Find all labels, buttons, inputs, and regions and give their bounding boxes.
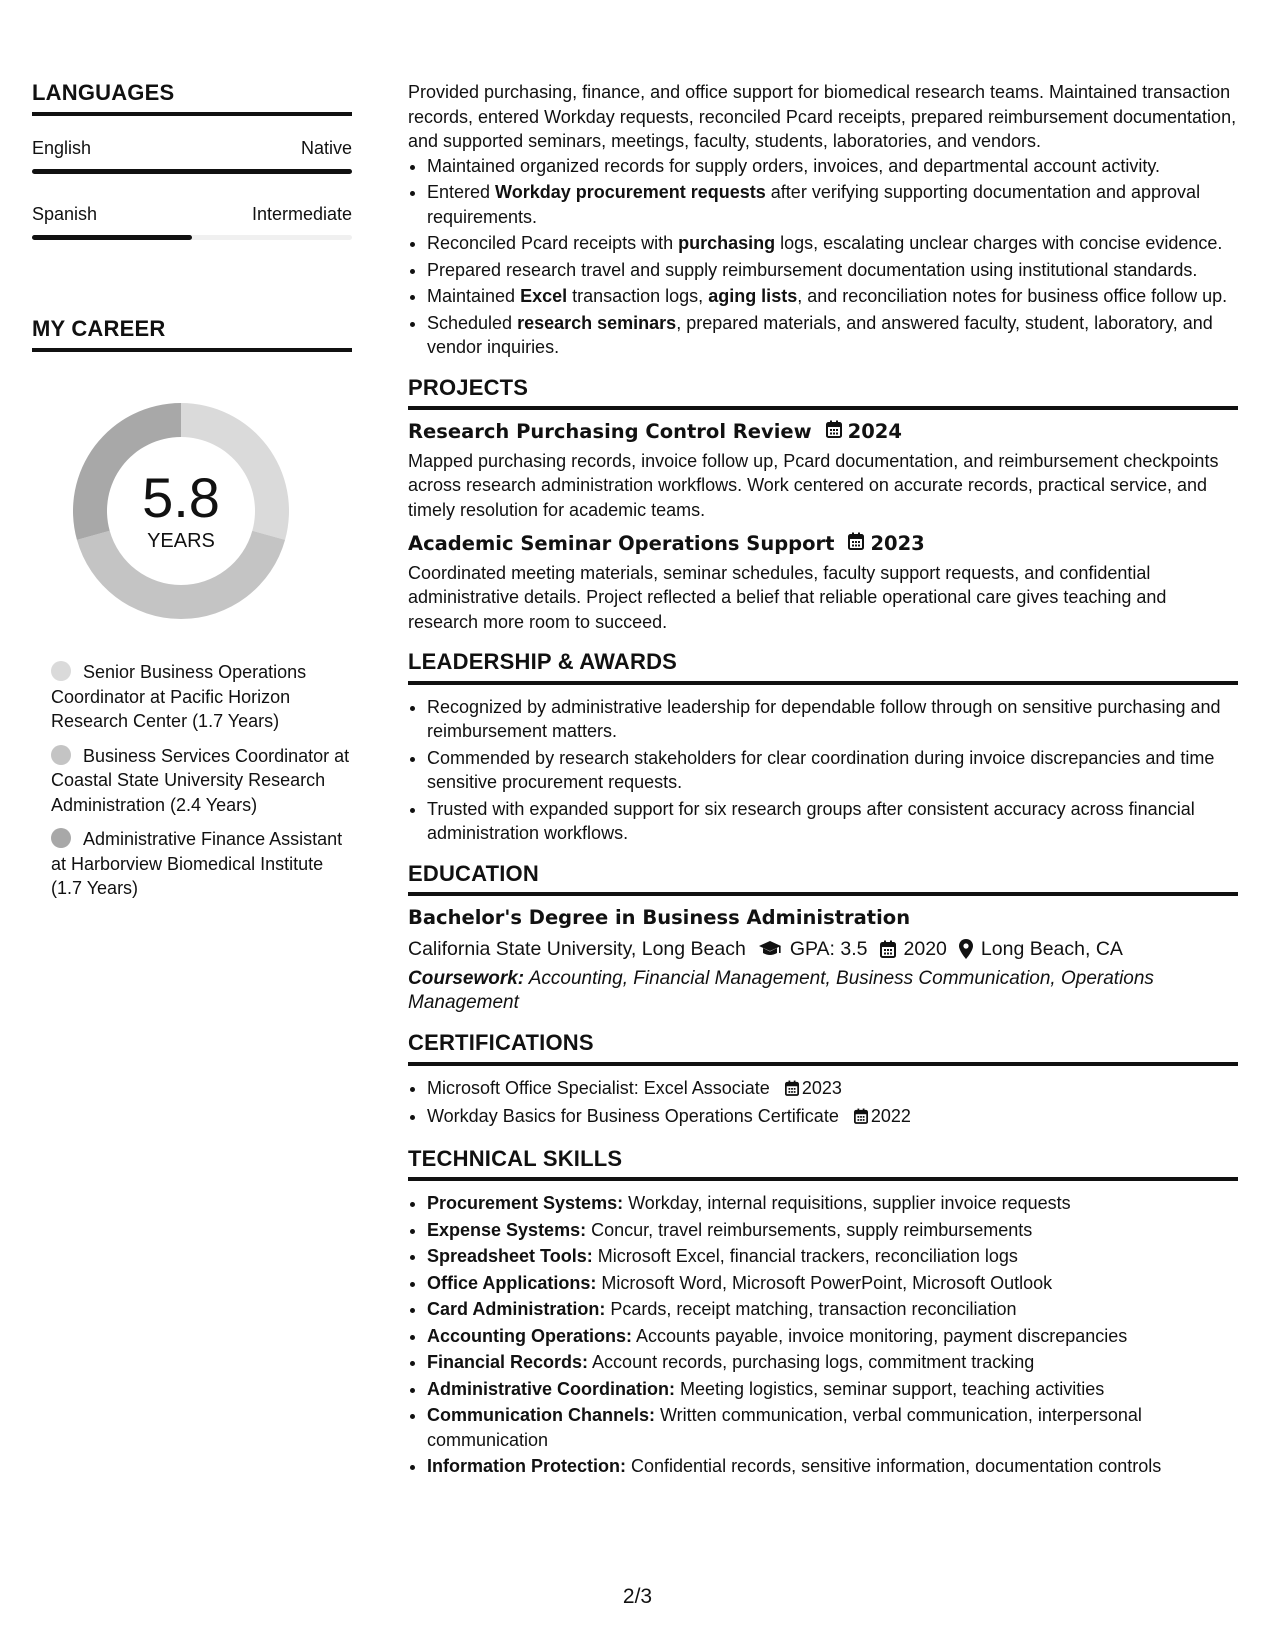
career-role-text: Administrative Finance Assistant at Harborview Biomedical Institute (1.7 Years) <box>51 829 343 898</box>
experience-bullet <box>427 180 1238 229</box>
language-name: Spanish <box>32 204 98 224</box>
calendar-icon <box>826 420 842 445</box>
career-total-years: 5.8 <box>142 466 220 529</box>
skill-value: Concur, travel reimbursements, supply reimbursements <box>586 1219 1033 1240</box>
experience-section <box>408 80 1238 360</box>
skill-item <box>427 1191 1238 1216</box>
graduation-year: 2020 <box>903 937 947 960</box>
project-item <box>408 420 1238 522</box>
language-level: Intermediate <box>251 204 352 224</box>
career-section <box>32 316 352 901</box>
project-item <box>408 532 1238 634</box>
leadership-heading: LEADERSHIP & AWARDS <box>408 650 1238 685</box>
degree-title: Bachelor's Degree in Business Administration <box>408 906 911 929</box>
skill-label: Expense Systems: <box>427 1219 587 1240</box>
leadership-section <box>408 650 1238 846</box>
experience-bullet <box>427 258 1238 283</box>
map-pin-icon <box>959 939 973 959</box>
skill-label: Accounting Operations: <box>427 1325 633 1346</box>
certification-item <box>427 1076 1238 1103</box>
bullet-keyword: purchasing <box>678 233 776 253</box>
bullet-text: Scheduled <box>427 312 518 333</box>
experience-bullet <box>427 311 1238 360</box>
language-level-bar <box>32 235 352 240</box>
skill-label: Information Protection: <box>427 1456 626 1476</box>
skill-label: Administrative Coordination: <box>427 1378 676 1399</box>
career-heading: MY CAREER <box>32 316 352 352</box>
projects-section <box>408 376 1238 635</box>
bullet-keyword: Excel <box>520 286 568 306</box>
education-meta <box>408 937 1238 962</box>
language-row <box>32 138 352 159</box>
gpa: GPA: 3.5 <box>789 937 868 960</box>
career-role-text: Business Services Coordinator at Coastal State University Research Administration (2.4 Years) <box>51 745 350 815</box>
certification-year: 2023 <box>801 1077 842 1098</box>
graduation-cap-icon <box>758 940 782 958</box>
languages-section <box>32 80 352 240</box>
language-name: English <box>32 138 92 158</box>
sidebar <box>32 80 352 911</box>
experience-bullet <box>427 231 1238 256</box>
certifications-list <box>408 1076 1238 1131</box>
certification-item <box>427 1104 1238 1131</box>
main-content <box>408 80 1238 1481</box>
language-level: Native <box>300 138 352 158</box>
school-name: California State University, Long Beach <box>408 937 746 960</box>
career-legend-item <box>51 660 352 734</box>
skill-item <box>427 1271 1238 1296</box>
leadership-item: • Trusted with expanded support for six research groups after consistent accuracy across financial administration workflows. <box>427 797 1238 846</box>
skill-label: Communication Channels: <box>427 1405 656 1425</box>
language-level-bar <box>32 169 352 174</box>
skill-value: Workday, internal requisitions, supplier invoice requests <box>623 1193 1071 1213</box>
skill-value: Microsoft Word, Microsoft PowerPoint, Microsoft Outlook <box>596 1272 1053 1293</box>
legend-dot-icon <box>51 828 71 848</box>
bullet-text: Entered <box>427 182 496 202</box>
skill-value: Written communication, verbal communication, interpersonal communication <box>427 1405 1142 1450</box>
coursework <box>408 967 1238 1015</box>
skill-item <box>427 1324 1238 1349</box>
project-year: 2024 <box>847 420 902 443</box>
language-level-fill <box>32 169 352 174</box>
legend-dot-icon <box>51 661 71 681</box>
skill-item <box>427 1244 1238 1269</box>
bullet-text: , and reconciliation notes for business office follow up. <box>797 286 1228 306</box>
career-legend-item <box>51 827 352 901</box>
experience-bullet <box>427 284 1238 309</box>
skill-value: Pcards, receipt matching, transaction reconciliation <box>605 1299 1017 1319</box>
education-location: Long Beach, CA <box>980 937 1123 960</box>
skill-value: Confidential records, sensitive information, documentation controls <box>626 1456 1162 1476</box>
bullet-text: transaction logs, <box>567 286 709 306</box>
bullet-text: Maintained organized records for supply orders, invoices, and departmental account activity. <box>427 155 1161 176</box>
skill-item <box>427 1218 1238 1243</box>
skill-item <box>427 1350 1238 1375</box>
project-year: 2023 <box>870 532 925 555</box>
certification-name: Microsoft Office Specialist: Excel Associate <box>427 1077 770 1098</box>
page-number: 2/3 <box>622 1585 653 1608</box>
bullet-text: Reconciled Pcard receipts with <box>427 233 679 253</box>
language-level-fill <box>32 235 192 240</box>
legend-dot-icon <box>51 745 71 765</box>
coursework-label: Coursework: <box>408 968 525 989</box>
leadership-list <box>408 695 1238 846</box>
skill-label: Office Applications: <box>427 1272 597 1293</box>
skill-label: Financial Records: <box>427 1352 589 1372</box>
language-row <box>32 204 352 225</box>
skills-section <box>408 1147 1238 1479</box>
projects-heading: PROJECTS <box>408 376 1238 411</box>
bullet-text: logs, escalating unclear charges with concise evidence. <box>775 233 1223 253</box>
skill-label: Spreadsheet Tools: <box>427 1246 593 1266</box>
experience-summary: Provided purchasing, finance, and office support for biomedical research teams. Maintained transaction records, entered Workday requests, reconciled Pcard receipts, prepared reimbursement documentation, and supported seminars, meetings, faculty, students, laboratories, and vendors. <box>408 82 1237 151</box>
leadership-item: • Recognized by administrative leadership for dependable follow through on sensitive purchasing and reimbursement matters. <box>427 695 1238 744</box>
skill-value: Microsoft Excel, financial trackers, reconciliation logs <box>592 1246 1018 1266</box>
calendar-icon <box>854 1106 868 1131</box>
bullet-keyword: aging lists <box>708 286 798 306</box>
certification-name: Workday Basics for Business Operations Certificate <box>427 1106 839 1126</box>
bullet-keyword: Workday procurement requests <box>495 182 766 202</box>
career-total-unit: YEARS <box>147 530 215 552</box>
skill-value: Account records, purchasing logs, commitment tracking <box>588 1352 1035 1372</box>
calendar-icon <box>880 940 896 958</box>
education-heading: EDUCATION <box>408 862 1238 897</box>
bullet-text: Maintained <box>427 286 521 306</box>
calendar-icon <box>848 532 864 557</box>
project-name: Academic Seminar Operations Support <box>408 532 835 555</box>
languages-heading: LANGUAGES <box>32 80 352 116</box>
certifications-section <box>408 1031 1238 1131</box>
skills-heading: TECHNICAL SKILLS <box>408 1147 1238 1182</box>
donut-center <box>66 396 296 626</box>
coursework-list: Accounting, Financial Management, Business Communication, Operations Management <box>408 968 1154 1013</box>
bullet-text: , prepared materials, and answered faculty, student, laboratory, and vendor inquiries. <box>427 312 1213 357</box>
project-title-row <box>408 420 1238 445</box>
career-donut-chart <box>66 396 296 626</box>
certifications-heading: CERTIFICATIONS <box>408 1031 1238 1066</box>
career-role-text: Senior Business Operations Coordinator at Pacific Horizon Research Center (1.7 Years) <box>51 662 307 731</box>
skill-value: Accounts payable, invoice monitoring, payment discrepancies <box>632 1325 1128 1346</box>
calendar-icon <box>785 1078 799 1103</box>
skill-item <box>427 1403 1238 1452</box>
experience-bullets <box>408 154 1238 360</box>
project-description: Mapped purchasing records, invoice follow up, Pcard documentation, and reimbursement checkpoints across research administration workflows. Work centered on accurate records, practical service, and timely resolution for academic teams. <box>408 450 1219 520</box>
project-name: Research Purchasing Control Review <box>408 420 812 443</box>
education-section <box>408 862 1238 1016</box>
career-legend-item <box>51 744 352 818</box>
skill-value: Meeting logistics, seminar support, teaching activities <box>675 1378 1105 1399</box>
career-legend <box>51 660 352 901</box>
project-title-row <box>408 532 1238 557</box>
bullet-text: Prepared research travel and supply reimbursement documentation using institutional standards. <box>427 259 1198 280</box>
leadership-item: • Commended by research stakeholders for clear coordination during invoice discrepancies and time sensitive procurement requests. <box>427 746 1238 795</box>
skill-item <box>427 1454 1238 1479</box>
skill-item <box>427 1297 1238 1322</box>
skill-item <box>427 1377 1238 1402</box>
skills-list <box>408 1191 1238 1479</box>
experience-bullet <box>427 154 1238 179</box>
bullet-keyword: research seminars <box>517 312 677 333</box>
certification-year: 2022 <box>870 1106 911 1126</box>
project-description: Coordinated meeting materials, seminar schedules, faculty support requests, and confidential administrative details. Project reflected a belief that reliable operational care gives teaching and research more room to succeed. <box>408 562 1167 632</box>
bullet-text: after verifying supporting documentation and approval requirements. <box>427 182 1201 227</box>
skill-label: Card Administration: <box>427 1299 606 1319</box>
skill-label: Procurement Systems: <box>427 1193 624 1213</box>
